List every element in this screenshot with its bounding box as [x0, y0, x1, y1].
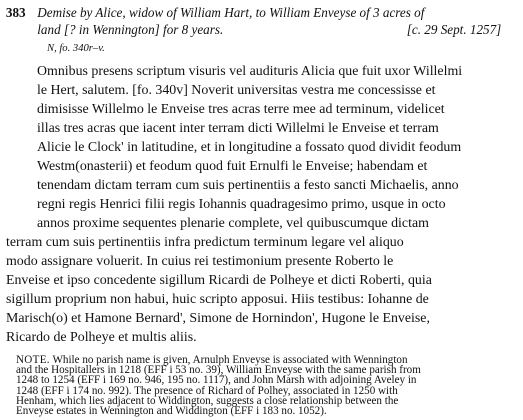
text-line: dimisisse Willelmo le Enveise tres acras terre mee ad terminum, videlicet	[37, 102, 445, 117]
text-line: annos proxime sequentes plenarie complete, vel quibuscumque dictam	[37, 216, 429, 231]
text-line: Enveise et ipso concedente sigillum Ricardi de Polheye et dicti Roberti, quia	[6, 273, 432, 288]
text-line: Alicie le Clock' in latitudine, et in longitudine a fossato quod dividit feodum	[37, 140, 462, 155]
note-text: While no parish name is given, Arnulph Enveyse is associated with Wennington	[52, 354, 408, 366]
text-line: regni regis Henrici filii regis Iohannis quadragesimo primo, usque in octo	[37, 197, 446, 212]
text-line: Ricardo de Polheye et multis aliis.	[6, 330, 197, 345]
text-line: tenendam dictam terram cum suis pertinentiis a festo sancti Michaelis, anno	[37, 178, 459, 193]
note-label: NOTE.	[16, 354, 50, 366]
note-line: 1248 to 1254 (EFF i 169 no. 946, 195 no. 1117), and John Marsh with adjoining Aveley in	[16, 374, 417, 387]
text-line: le Hert, salutem. [fo. 340v] Noverit universitas vestra me concessisse et	[37, 83, 436, 98]
entry-number: 383	[5, 5, 26, 20]
text-line: Marisch(o) et Hamone Bernard', Simone de Hornindon', Hugone le Enveise,	[6, 311, 430, 326]
note-line: and the Hospitallers in 1218 (EFF i 53 no. 39), William Enveyse with the same parish from	[16, 364, 421, 377]
note-line: 1248 (EFF i 174 no. 992). The presence of Richard of Polhey, associated in 1250 with	[16, 384, 398, 397]
text-line: Omnibus presens scriptum visuris vel audituris Alicia que fuit uxor Willelmi	[37, 64, 463, 79]
source-reference: N, fo. 340r–v.	[47, 43, 105, 54]
entry-date: [c. 29 Sept. 1257]	[406, 22, 502, 37]
text-line: modo assignare voluerit. In cuius rei testimonium presente Roberto le	[6, 254, 394, 269]
text-line: sigillum proprium non habui, huic scripto apposui. Hiis testibus: Iohanne de	[6, 292, 429, 307]
text-line: terram cum suis pertinentiis infra predictum terminum legare vel aliquo	[6, 235, 404, 250]
note-line: Henham, which lies adjacent to Widdington, suggests a close relationship between the	[16, 394, 399, 407]
entry-title-2: land [? in Wennington] for 8 years.	[37, 22, 224, 37]
entry-title-1: Demise by Alice, widow of William Hart, to William Enveyse of 3 acres of	[37, 5, 425, 20]
note-line: Enveyse estates in Wennington and Widdington (EFF i 183 no. 1052).	[16, 405, 327, 417]
text-line: Westm(onasterii) et feodum quod fuit Ernulfi le Enveise; habendam et	[37, 159, 428, 174]
text-line: illas tres acras que iacent inter terram dicti Willelmi le Enveise et terram	[37, 121, 439, 136]
